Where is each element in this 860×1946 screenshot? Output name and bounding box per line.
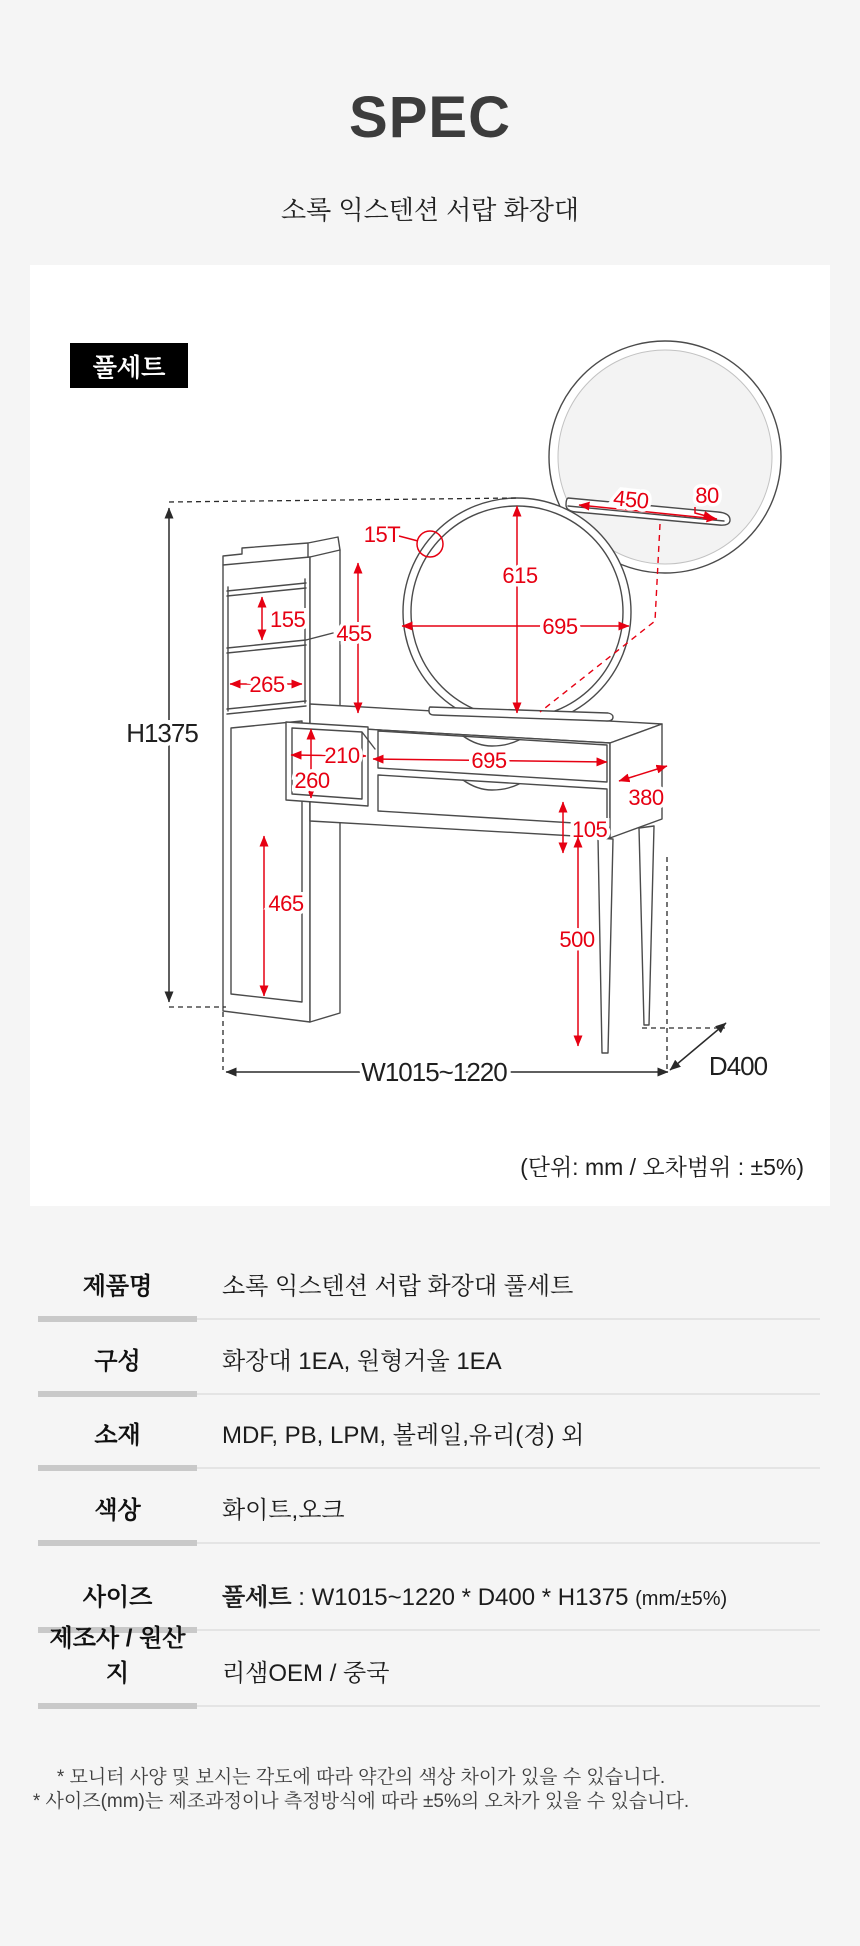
dim-drawer-width: 695 — [471, 748, 507, 773]
spec-row-material — [38, 1395, 820, 1469]
dim-hutch-gap: 155 — [270, 607, 306, 632]
spec-row-manufacturer — [38, 1625, 820, 1707]
footnote-color: * 모니터 사양 및 보시는 각도에 따라 약간의 색상 차이가 있을 수 있습니다. — [56, 1767, 666, 1788]
spec-value: 리샘OEM / 중국 — [222, 1660, 390, 1687]
fullset-badge: 풀세트 — [70, 343, 188, 388]
size-set-name: 풀세트 — [222, 1584, 292, 1611]
spec-value: 소록 익스텐션 서랍 화장대 풀세트 — [222, 1273, 574, 1300]
dim-total-height: H1375 — [126, 718, 198, 748]
dim-total-depth: D400 — [708, 1051, 768, 1081]
dim-desk-depth: 380 — [628, 785, 664, 810]
spec-value — [197, 1577, 820, 1629]
desk-rear-leg — [639, 826, 654, 1025]
spec-table — [38, 1243, 820, 1707]
dim-leg-height: 500 — [559, 927, 595, 952]
dim-hutch-width: 265 — [249, 672, 285, 697]
spec-row-composition — [38, 1320, 820, 1395]
dim-hutch-height: 455 — [336, 621, 372, 646]
dim-compartment-height: 260 — [294, 768, 330, 793]
spec-label: 구성 — [94, 1348, 141, 1375]
diagram-panel — [30, 265, 830, 1206]
dim-shelf-width: 450 — [612, 485, 650, 514]
spec-label: 사이즈 — [82, 1584, 153, 1611]
dimension-drawing — [30, 265, 830, 1206]
spec-value: MDF, PB, LPM, 볼레일,유리(경) 외 — [222, 1422, 585, 1449]
spec-row-product-name — [38, 1243, 820, 1320]
spec-label: 소재 — [94, 1422, 141, 1449]
dim-drawer-height: 105 — [572, 817, 608, 842]
footnotes — [0, 1766, 722, 1814]
spec-label: 색상 — [94, 1497, 141, 1524]
size-tolerance: (mm/±5%) — [635, 1588, 728, 1610]
spec-label: 제품명 — [82, 1273, 153, 1300]
product-subtitle: 소록 익스텐션 서랍 화장대 — [281, 195, 579, 225]
unit-note: (단위: mm / 오차범위 : ±5%) — [520, 1154, 804, 1180]
footnote-size: * 사이즈(mm)는 제조과정이나 측정방식에 따라 ±5%의 오차가 있을 수 있습니다. — [32, 1791, 690, 1812]
dim-door-height: 465 — [268, 891, 304, 916]
spec-value: 화이트,오크 — [222, 1497, 345, 1524]
spec-value: 화장대 1EA, 원형거울 1EA — [222, 1348, 502, 1375]
spec-row-color — [38, 1469, 820, 1544]
dim-total-width: W1015~1220 — [361, 1057, 507, 1087]
desk-front-leg — [598, 838, 613, 1053]
size-dimensions: : W1015~1220 * D400 * H1375 — [291, 1584, 636, 1611]
page-title: SPEC — [349, 85, 511, 150]
dim-shelf-depth: 80 — [695, 483, 719, 508]
label-underline — [38, 1703, 197, 1709]
spec-label: 제조사 / 원산지 — [49, 1625, 186, 1687]
dim-compartment-width: 210 — [324, 743, 360, 768]
dim-mirror-height: 615 — [502, 563, 538, 588]
dim-mirror-width: 695 — [542, 614, 578, 639]
dim-mirror-thickness: 15T — [363, 522, 401, 547]
